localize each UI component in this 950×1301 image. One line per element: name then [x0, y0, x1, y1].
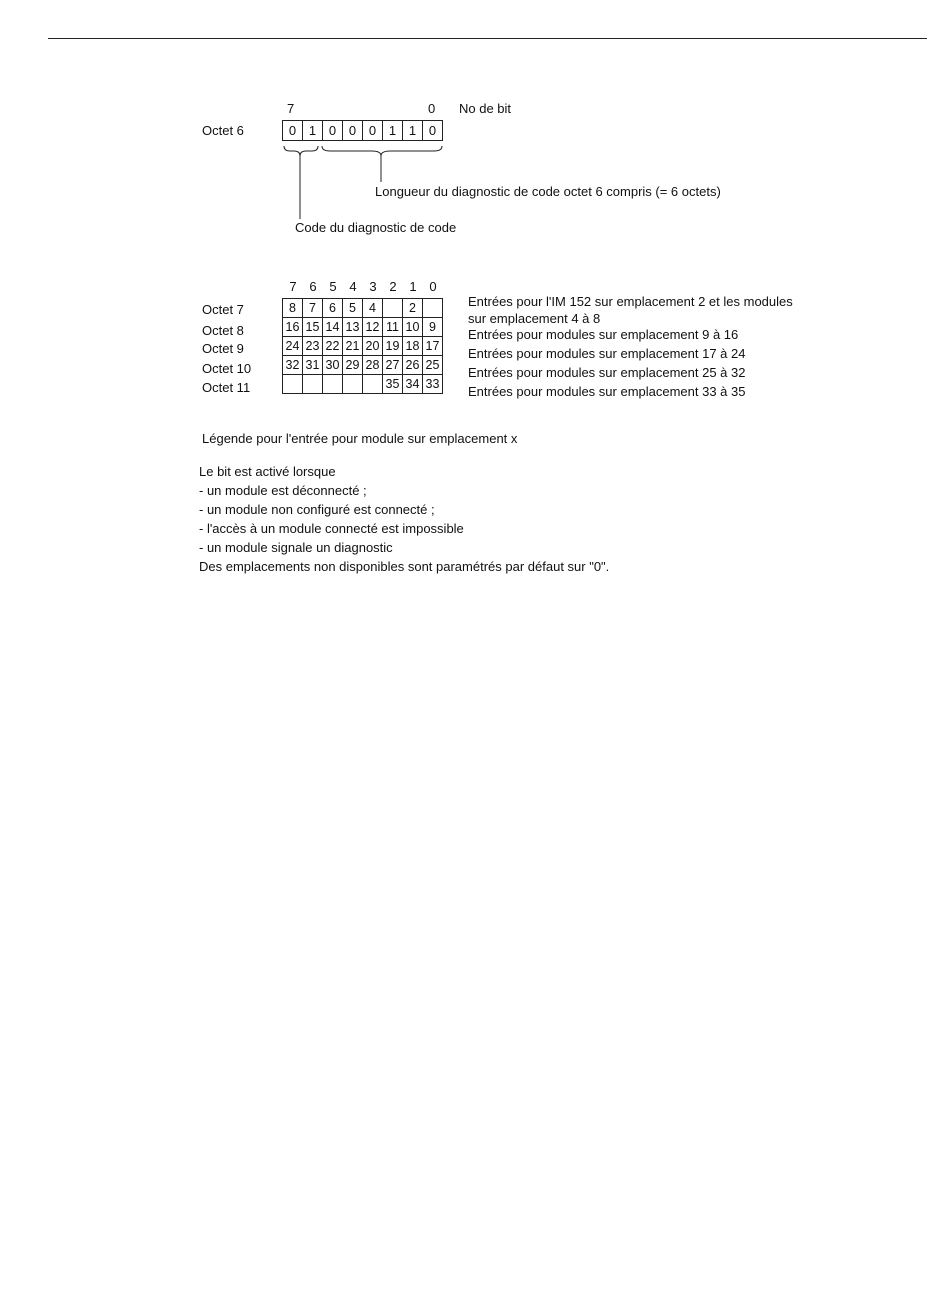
byte9-description: Entrées pour modules sur emplacement 17 à 24 [468, 346, 746, 361]
slot-cell: 28 [363, 356, 383, 375]
slot-cell: 16 [283, 318, 303, 337]
bit-cell: 1 [403, 121, 423, 141]
slot-cell: 30 [323, 356, 343, 375]
slot-cell: 12 [363, 318, 383, 337]
slot-cell: 5 [343, 299, 363, 318]
length-brace [322, 146, 442, 156]
slot-cell: 6 [323, 299, 343, 318]
bit-header: 6 [309, 279, 317, 294]
byte9-label: Octet 9 [202, 341, 244, 356]
note-line: - l'accès à un module connecté est impossible [199, 521, 464, 536]
legend-title: Légende pour l'entrée pour module sur emplacement x [202, 431, 518, 446]
note-line: - un module est déconnecté ; [199, 483, 367, 498]
note-line: Des emplacements non disponibles sont paramétrés par défaut sur "0". [199, 559, 610, 574]
bit-header: 4 [349, 279, 357, 294]
slot-cell: 22 [323, 337, 343, 356]
slot-cell: 10 [403, 318, 423, 337]
slot-cell [383, 299, 403, 318]
slot-cell: 14 [323, 318, 343, 337]
slot-cell: 20 [363, 337, 383, 356]
bit-number-caption: No de bit [459, 101, 512, 116]
slot-cell: 26 [403, 356, 423, 375]
slot-cell [363, 375, 383, 394]
byte7-description-line2: sur emplacement 4 à 8 [468, 311, 601, 326]
slot-cell: 29 [343, 356, 363, 375]
note-line: - un module signale un diagnostic [199, 540, 393, 555]
notes-block [199, 462, 609, 576]
byte8-label: Octet 8 [202, 323, 244, 338]
slot-cell: 27 [383, 356, 403, 375]
slot-cell [323, 375, 343, 394]
slot-cell [343, 375, 363, 394]
slot-cell: 18 [403, 337, 423, 356]
slot-cell: 34 [403, 375, 423, 394]
slot-cell: 24 [283, 337, 303, 356]
slot-cell: 17 [423, 337, 443, 356]
length-caption: Longueur du diagnostic de code octet 6 compris (= 6 octets) [375, 184, 721, 199]
note-line: Le bit est activé lorsque [199, 464, 336, 479]
slot-cell [423, 299, 443, 318]
slot-cell: 4 [363, 299, 383, 318]
slot-cell: 19 [383, 337, 403, 356]
slot-cell: 23 [303, 337, 323, 356]
byte8-description: Entrées pour modules sur emplacement 9 à 16 [468, 327, 739, 342]
bit-header: 0 [429, 279, 437, 294]
bit-header: 5 [329, 279, 337, 294]
byte7-label: Octet 7 [202, 302, 244, 317]
slot-cell: 13 [343, 318, 363, 337]
bit-header: 1 [409, 279, 417, 294]
byte10-description: Entrées pour modules sur emplacement 25 à 32 [468, 365, 746, 380]
slot-status-grid [282, 298, 443, 394]
code-brace [284, 146, 318, 156]
byte6-braces [0, 0, 950, 260]
slot-cell: 33 [423, 375, 443, 394]
bit-header: 2 [389, 279, 397, 294]
byte7-description-line1: Entrées pour l'IM 152 sur emplacement 2 et les modules [468, 294, 793, 309]
slot-cell: 31 [303, 356, 323, 375]
slot-cell: 35 [383, 375, 403, 394]
slot-cell: 32 [283, 356, 303, 375]
bit-0-label: 0 [428, 101, 436, 116]
slot-cell [283, 375, 303, 394]
note-line: - un module non configuré est connecté ; [199, 502, 435, 517]
slot-cell [303, 375, 323, 394]
bit-cell: 0 [363, 121, 383, 141]
slot-cell: 15 [303, 318, 323, 337]
bit-header: 3 [369, 279, 377, 294]
byte7-description [468, 292, 793, 328]
bit-cell: 0 [323, 121, 343, 141]
byte6-label: Octet 6 [202, 123, 244, 138]
bit-7-label: 7 [287, 101, 295, 116]
slot-cell: 8 [283, 299, 303, 318]
bit-cell: 0 [343, 121, 363, 141]
bit-cell: 0 [423, 121, 443, 141]
slot-cell: 21 [343, 337, 363, 356]
bit-cell: 1 [303, 121, 323, 141]
slot-cell: 9 [423, 318, 443, 337]
bit-cell: 0 [283, 121, 303, 141]
byte11-description: Entrées pour modules sur emplacement 33 à 35 [468, 384, 746, 399]
byte11-label: Octet 11 [202, 380, 251, 395]
bit-header: 7 [289, 279, 297, 294]
slot-cell: 25 [423, 356, 443, 375]
slot-cell: 11 [383, 318, 403, 337]
bit-cell: 1 [383, 121, 403, 141]
code-caption: Code du diagnostic de code [295, 220, 457, 235]
slot-cell: 2 [403, 299, 423, 318]
slot-cell: 7 [303, 299, 323, 318]
byte10-label: Octet 10 [202, 361, 252, 376]
